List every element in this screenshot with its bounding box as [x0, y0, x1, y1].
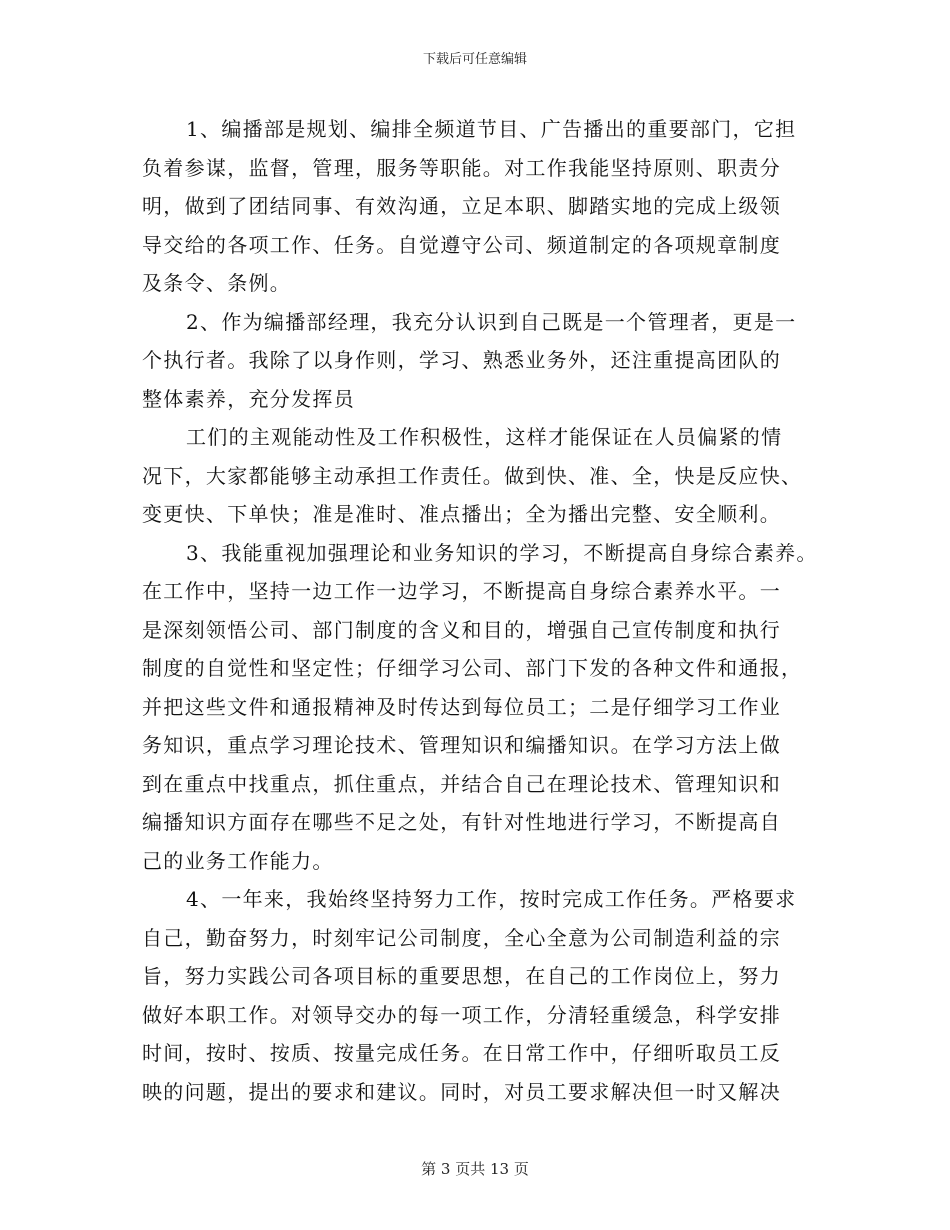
text-line: 3、我能重视加强理论和业务知识的学习，不断提高自身综合素养。: [186, 540, 818, 565]
text-line: 是深刻领悟公司、部门制度的含义和目的，增强自己宣传制度和执行: [142, 617, 781, 642]
text-line: 明，做到了团结同事、有效沟通，立足本职、脚踏实地的完成上级领: [142, 194, 781, 218]
text-line: 负着参谋，监督，管理，服务等职能。对工作我能坚持原则、职责分: [142, 155, 781, 180]
text-line: 个执行者。我除了以身作则，学习、熟悉业务外，还注重提高团队的: [142, 348, 781, 372]
text-line: 旨，努力实践公司各项目标的重要思想，在自己的工作岗位上，努力: [142, 964, 781, 988]
page-header: 下载后可任意编辑: [422, 52, 527, 67]
text-line: 2、作为编播部经理，我充分认识到自己既是一个管理者，更是一: [186, 309, 797, 334]
text-line: 工们的主观能动性及工作积极性，这样才能保证在人员偏紧的情: [186, 425, 783, 449]
text-line: 做好本职工作。对领导交办的每一项工作，分清轻重缓急，科学安排: [142, 1002, 781, 1027]
text-line: 时间，按时、按质、按量完成任务。在日常工作中，仔细听取员工反: [142, 1041, 781, 1065]
text-line: 况下，大家都能够主动承担工作责任。做到快、准、全，快是反应快、: [142, 463, 803, 488]
text-line: 制度的自觉性和坚定性；仔细学习公司、部门下发的各种文件和通报，: [142, 656, 803, 680]
text-line: 在工作中，坚持一边工作一边学习，不断提高自身综合素养水平。一: [142, 579, 781, 603]
text-line: 及条令、条例。: [142, 271, 292, 295]
text-line: 己的业务工作能力。: [142, 848, 334, 873]
page-footer: 第 3 页共 13 页: [421, 1160, 529, 1178]
document-body: [142, 110, 822, 1111]
text-line: 整体素养，充分发挥员: [142, 386, 355, 411]
text-line: 1、编播部是规划、编排全频道节目、广告播出的重要部门，它担: [186, 117, 797, 141]
text-line: 4、一年来，我始终坚持努力工作，按时完成工作任务。严格要求: [186, 887, 797, 911]
text-line: 映的问题，提出的要求和建议。同时，对员工要求解决但一时又解决: [142, 1079, 781, 1104]
text-line: 编播知识方面存在哪些不足之处，有针对性地进行学习，不断提高自: [142, 810, 781, 834]
text-line: 到在重点中找重点，抓住重点，并结合自己在理论技术、管理知识和: [142, 771, 781, 796]
text-line: 自己，勤奋努力，时刻牢记公司制度，全心全意为公司制造利益的宗: [142, 925, 781, 950]
text-line: 导交给的各项工作、任务。自觉遵守公司、频道制定的各项规章制度: [142, 232, 781, 257]
text-line: 并把这些文件和通报精神及时传达到每位员工；二是仔细学习工作业: [142, 694, 781, 719]
text-line: 变更快、下单快；准是准时、准点播出；全为播出完整、安全顺利。: [142, 502, 781, 526]
text-line: 务知识，重点学习理论技术、管理知识和编播知识。在学习方法上做: [142, 733, 781, 757]
